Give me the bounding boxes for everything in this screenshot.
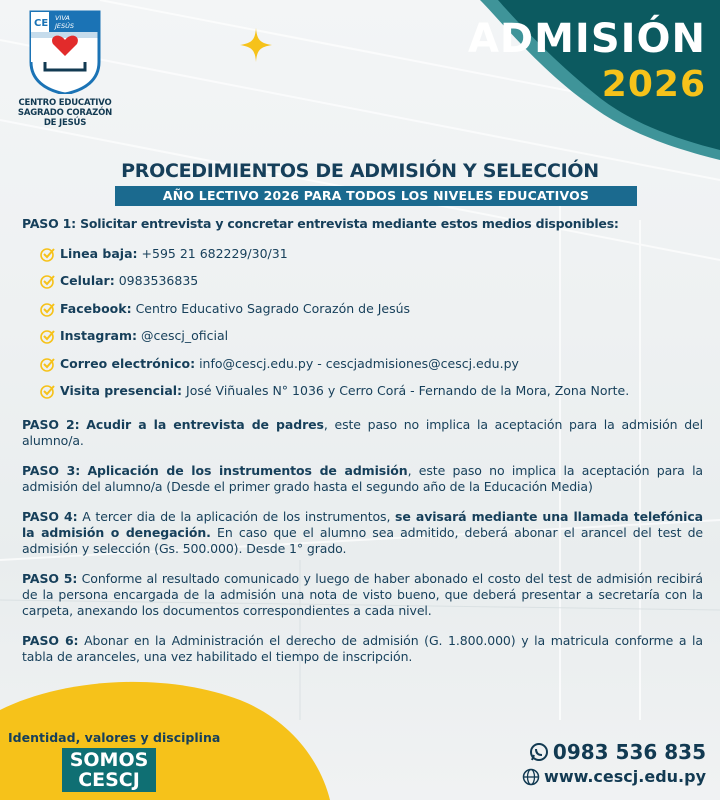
footer-phone bbox=[529, 740, 706, 764]
step3-paragraph bbox=[22, 463, 703, 495]
school-name-line3: DE JESÚS bbox=[43, 118, 87, 128]
step6-text: Abonar en la Administración el derecho de admisión (G. 1.800.000) y la matricula conforme a la tabla de aranceles, una vez habilitado el tiempo de inscripción. bbox=[22, 633, 703, 664]
contact-value: info@cescj.edu.py - cescjadmisiones@cescj.edu.py bbox=[199, 355, 519, 371]
contact-item-mobile bbox=[40, 268, 703, 296]
check-icon bbox=[40, 273, 56, 289]
step2-paragraph bbox=[22, 417, 703, 449]
contact-label: Instagram: bbox=[60, 328, 137, 344]
school-name-line1: CENTRO EDUCATIVO bbox=[18, 98, 112, 108]
step6-paragraph bbox=[22, 633, 703, 665]
contact-value: +595 21 682229/30/31 bbox=[141, 245, 288, 261]
step4-label: PASO 4: bbox=[22, 509, 78, 524]
step2-text: , este paso no implica la aceptación para la admisión del alumno/a. bbox=[22, 417, 703, 448]
contact-label: Facebook: bbox=[60, 300, 132, 316]
step4-text: En caso que el alumno sea admitido, deberá abonar el arancel del test de admisión y selección (Gs. 500.000). Desde 1° grado. bbox=[22, 525, 703, 556]
contact-value: @cescj_oficial bbox=[140, 328, 229, 344]
step3-bold: Aplicación de los instrumentos de admisión bbox=[87, 463, 408, 478]
step4-paragraph bbox=[22, 509, 703, 557]
school-logo bbox=[10, 8, 120, 128]
somos-cescj-badge bbox=[62, 748, 156, 792]
phone-number: 0983 536 835 bbox=[552, 740, 706, 764]
step1-heading: PASO 1: Solicitar entrevista y concretar entrevista mediante estos medios disponibles: bbox=[22, 216, 619, 231]
whatsapp-icon bbox=[529, 742, 549, 762]
step3-label: PASO 3: bbox=[22, 463, 81, 478]
contact-item-instagram bbox=[40, 323, 703, 351]
contact-item-facebook bbox=[40, 295, 703, 323]
step2-bold: Acudir a la entrevista de padres bbox=[86, 417, 324, 432]
contact-item-landline bbox=[40, 240, 703, 268]
contact-label: Visita presencial: bbox=[60, 383, 183, 399]
admission-title: ADMISIÓN bbox=[467, 16, 706, 62]
procedure-content bbox=[22, 216, 703, 665]
step4-bold: se avisará mediante una llamada telefónica la admisión o denegación. bbox=[22, 509, 703, 540]
check-icon bbox=[40, 356, 56, 372]
admission-year: 2026 bbox=[601, 64, 706, 105]
step2-label: PASO 2: bbox=[22, 417, 80, 432]
check-icon bbox=[40, 383, 56, 399]
school-crest-icon bbox=[25, 8, 105, 94]
globe-icon bbox=[522, 768, 540, 786]
svg-text:CE: CE bbox=[34, 18, 49, 29]
svg-text:VIVA: VIVA bbox=[55, 14, 70, 22]
footer-website bbox=[522, 767, 706, 786]
school-name-line2: SAGRADO CORAZÓN bbox=[17, 108, 113, 118]
check-icon bbox=[40, 246, 56, 262]
slogan: Identidad, valores y disciplina bbox=[8, 730, 221, 745]
step5-label: PASO 5: bbox=[22, 571, 78, 586]
step3-text: , este paso no implica la aceptación para la admisión del alumno/a (Desde el primer grado hasta el segundo año de la Educación Media) bbox=[22, 463, 703, 494]
contact-value: Centro Educativo Sagrado Corazón de Jesús bbox=[135, 300, 411, 316]
page-title: PROCEDIMIENTOS DE ADMISIÓN Y SELECCIÓN bbox=[121, 160, 599, 182]
contact-item-email bbox=[40, 350, 703, 378]
website-url: www.cescj.edu.py bbox=[544, 767, 706, 786]
step5-paragraph bbox=[22, 571, 703, 619]
contact-label: Linea baja: bbox=[60, 245, 138, 261]
sparkle-icon bbox=[240, 28, 272, 62]
check-icon bbox=[40, 301, 56, 317]
contact-value: 0983536835 bbox=[118, 273, 199, 289]
step5-text: Conforme al resultado comunicado y luego de haber abonado el costo del test de admisión recibirá de la persona encargada de la admisión una nota de visto bueno, que deberá presentar a secretaría con la carpeta, anexando los documentos correspondientes a cada nivel. bbox=[22, 571, 703, 618]
page-subtitle: AÑO LECTIVO 2026 PARA TODOS LOS NIVELES EDUCATIVOS bbox=[115, 186, 637, 206]
contact-value: José Viñuales N° 1036 y Cerro Corá - Fernando de la Mora, Zona Norte. bbox=[186, 383, 630, 399]
step6-label: PASO 6: bbox=[22, 633, 79, 648]
step4-pre: A tercer dia de la aplicación de los instrumentos, bbox=[77, 509, 396, 524]
contact-label: Celular: bbox=[60, 273, 115, 289]
contact-item-visit bbox=[40, 378, 703, 406]
check-icon bbox=[40, 328, 56, 344]
somos-line2: CESCJ bbox=[78, 769, 140, 791]
svg-text:JESÚS: JESÚS bbox=[55, 22, 75, 30]
somos-line1: SOMOS bbox=[69, 749, 149, 771]
contact-label: Correo electrónico: bbox=[60, 355, 196, 371]
